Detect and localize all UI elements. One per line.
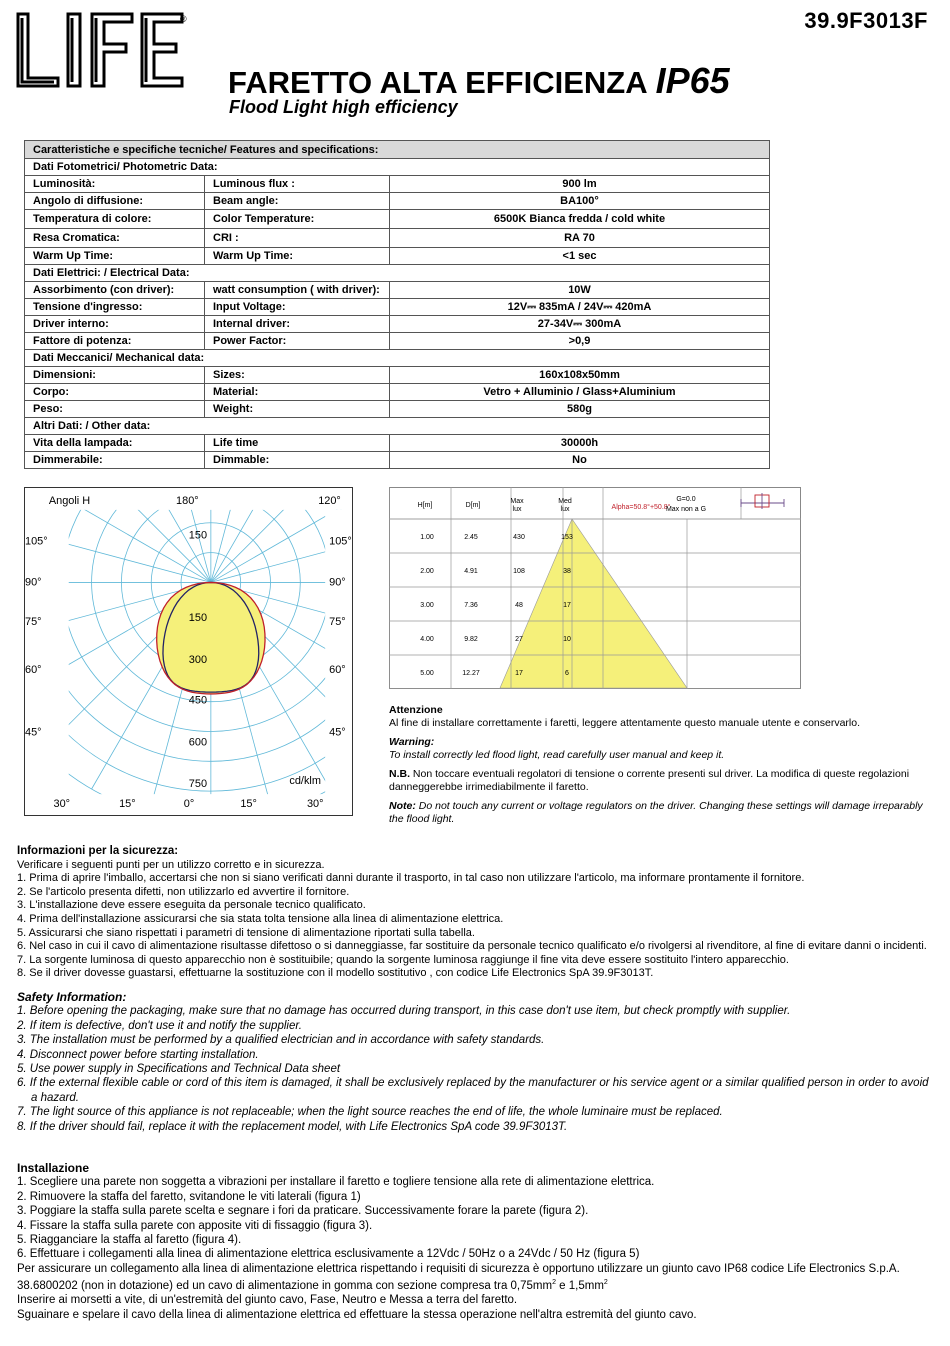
illum-cell: 12.27 xyxy=(462,670,480,677)
spec-value: 12V⎓ 835mA / 24V⎓ 420mA xyxy=(390,299,770,316)
spec-section-other-label: Altri Dati: / Other data: xyxy=(25,418,770,435)
illum-cell: 108 xyxy=(513,568,525,575)
polar-angle-right: 60° xyxy=(329,663,346,676)
polar-ring-label: 300 xyxy=(188,653,208,666)
install-item: 2. Rimuovere la staffa del faretto, svitandone le viti laterali (figura 1) xyxy=(17,1190,361,1203)
spec-row xyxy=(25,384,770,401)
spec-section-electrical xyxy=(25,265,770,282)
spec-label-en: Beam angle: xyxy=(205,193,390,210)
spec-value: 900 lm xyxy=(390,176,770,193)
polar-unit: cd/klm xyxy=(289,775,321,788)
spec-row xyxy=(25,367,770,384)
life-logo xyxy=(14,10,194,90)
illum-cell: 4.91 xyxy=(464,568,478,575)
install-title: Installazione xyxy=(17,1161,90,1175)
nb-label: N.B. xyxy=(389,768,410,780)
warning-title: Warning: xyxy=(389,736,435,748)
alpha-label: Alpha=50.8°+50.8° xyxy=(611,504,671,511)
spec-label-it: Dimensioni: xyxy=(25,367,205,384)
install-para3: Sguainare e spelare il cavo della linea di alimentazione elettrica ed effettuare la stessa operazione nell'altra estremità del giunto cavo. xyxy=(17,1308,697,1321)
safety-it-item: 7. La sorgente luminosa di questo apparecchio non è sostituibile; quando la sorgente luminosa raggiunge il fine vita deve essere sostituito l'intero apparecchio. xyxy=(17,953,789,966)
install-sup2: 2 xyxy=(603,1279,608,1287)
polar-ring-label: 750 xyxy=(188,778,208,791)
illum-cell: 27 xyxy=(515,636,523,643)
safety-it-item: 8. Se il driver dovesse guastarsi, effettuarne la sostituzione con il modello sostitutivo , con codice Life Electronics SpA 39.9F3013T. xyxy=(17,967,654,980)
illum-cell: 6 xyxy=(565,670,569,677)
spec-row xyxy=(25,248,770,265)
safety-en-item: 7. The light source of this appliance is not replaceable; when the light source reaches the end of life, the whole luminaire must be replaced. xyxy=(17,1106,723,1119)
install-item: 1. Scegliere una parete non soggetta a vibrazioni per installare il faretto e togliere tensione alla rete di alimentazione elettrica. xyxy=(17,1176,655,1189)
install-section xyxy=(17,1161,937,1322)
install-para2: Inserire ai morsetti a vite, di un'estremità del giunto cavo, Fase, Neutro e Messa a terra del faretto. xyxy=(17,1294,518,1307)
warnings-block xyxy=(389,704,929,832)
spec-label-en: Input Voltage: xyxy=(205,299,390,316)
spec-label-en: Sizes: xyxy=(205,367,390,384)
warning-text: To install correctly led flood light, read carefully user manual and keep it. xyxy=(389,749,725,761)
spec-section-mechanical-label: Dati Meccanici/ Mechanical data: xyxy=(25,350,770,367)
spec-row xyxy=(25,193,770,210)
product-code: 39.9F3013F xyxy=(804,8,928,33)
polar-header-mid: 180° xyxy=(176,494,199,507)
spec-label-it: Assorbimento (con driver): xyxy=(25,282,205,299)
polar-angle-right: 105° xyxy=(329,535,352,548)
spec-label-it: Warm Up Time: xyxy=(25,248,205,265)
safety-it-item: 1. Prima di aprire l'imballo, accertarsi che non si siano verificati danni durante il trasporto, in tal caso non utilizzare l'articolo, ma informare prontamente il fornitore. xyxy=(17,872,805,885)
distribution-fill xyxy=(157,582,265,694)
illum-cell: 17 xyxy=(563,602,571,609)
safety-it-item: 3. L'installazione deve essere eseguita da personale tecnico qualificato. xyxy=(17,899,366,912)
spec-label-it: Temperatura di colore: xyxy=(25,210,205,229)
illum-cell: 3.00 xyxy=(420,602,434,609)
polar-header-left: Angoli H xyxy=(48,494,91,507)
polar-ring-label: 450 xyxy=(188,694,208,707)
spec-label-en: Warm Up Time: xyxy=(205,248,390,265)
safety-section-it xyxy=(17,845,937,981)
spec-label-en: Material: xyxy=(205,384,390,401)
safety-en-item: 5. Use power supply in Specifications and Technical Data sheet xyxy=(17,1063,341,1076)
safety-it-title: Informazioni per la sicurezza: xyxy=(17,845,179,857)
illuminance-diagram xyxy=(389,487,801,689)
spec-label-en: Dimmable: xyxy=(205,452,390,469)
spec-label-it: Tensione d'ingresso: xyxy=(25,299,205,316)
polar-bottom-label: 15° xyxy=(240,798,257,811)
page-title xyxy=(228,60,730,102)
spec-label-it: Angolo di diffusione: xyxy=(25,193,205,210)
spec-value: 30000h xyxy=(390,435,770,452)
spec-label-it: Corpo: xyxy=(25,384,205,401)
spec-value: Vetro + Alluminio / Glass+Aluminium xyxy=(390,384,770,401)
spec-section-electrical-label: Dati Elettrici: / Electrical Data: xyxy=(25,265,770,282)
spec-row xyxy=(25,401,770,418)
attention-title: Attenzione xyxy=(389,704,443,716)
polar-ring-label: 150 xyxy=(188,612,208,625)
attention-text: Al fine di installare correttamente i faretti, leggere attentamente questo manuale utente e conservarlo. xyxy=(389,717,861,729)
illum-cell: 153 xyxy=(561,534,573,541)
spec-label-it: Vita della lampada: xyxy=(25,435,205,452)
spec-row xyxy=(25,435,770,452)
title-main: FARETTO ALTA EFFICIENZA xyxy=(228,65,648,100)
install-item: 4. Fissare la staffa sulla parete con apposite viti di fissaggio (figura 3). xyxy=(17,1219,373,1232)
polar-angle-left: 75° xyxy=(25,616,42,629)
spec-heading-label: Caratteristiche e specifiche tecniche/ Features and specifications: xyxy=(25,141,770,159)
install-para1-a: Per assicurare un collegamento alla linea di alimentazione elettrica rispettando i requisiti di sicurezza è opportuno utilizzare un giunto cavo IP68 codice Life Electronics S.p.A. xyxy=(17,1262,900,1275)
illum-cell: 17 xyxy=(515,670,523,677)
illum-cell: 7.36 xyxy=(464,602,478,609)
safety-en-item: 3. The installation must be performed by a qualified electrician and in accordance with safety standards. xyxy=(17,1034,545,1047)
polar-bottom-label: 15° xyxy=(119,798,136,811)
illum-cell: 1.00 xyxy=(420,534,434,541)
note-label: Note: xyxy=(389,800,416,812)
polar-angle-left: 45° xyxy=(25,726,42,739)
spec-row xyxy=(25,299,770,316)
install-item: 3. Poggiare la staffa sulla parete scelta e segnare i fori da praticare. Successivamente forare la parete (figura 2). xyxy=(17,1205,589,1218)
spec-row xyxy=(25,229,770,248)
illum-cell: 5.00 xyxy=(420,670,434,677)
spec-value: No xyxy=(390,452,770,469)
polar-angle-left: 90° xyxy=(25,576,42,589)
spec-table xyxy=(24,140,770,469)
spec-label-it: Fattore di potenza: xyxy=(25,333,205,350)
spec-row xyxy=(25,316,770,333)
spec-value: 580g xyxy=(390,401,770,418)
spec-row xyxy=(25,176,770,193)
spec-value: 10W xyxy=(390,282,770,299)
spec-label-it: Luminosità: xyxy=(25,176,205,193)
polar-angle-right: 75° xyxy=(329,616,346,629)
g-label: G=0.0 xyxy=(676,496,696,503)
illum-cell: 430 xyxy=(513,534,525,541)
safety-en-item: 1. Before opening the packaging, make sure that no damage has occurred during transport, in this case don't use item, but check promptly with supplier. xyxy=(17,1005,791,1018)
spec-row xyxy=(25,452,770,469)
polar-angle-left: 60° xyxy=(25,663,42,676)
spec-section-photometric xyxy=(25,159,770,176)
install-para1-c-text: e 1,5mm xyxy=(555,1280,604,1293)
spec-heading xyxy=(25,141,770,159)
spec-value: RA 70 xyxy=(390,229,770,248)
spec-label-en: Internal driver: xyxy=(205,316,390,333)
polar-angle-left: 105° xyxy=(25,535,48,548)
spec-value: 27-34V⎓ 300mA xyxy=(390,316,770,333)
spec-value: <1 sec xyxy=(390,248,770,265)
safety-en-item: 4. Disconnect power before starting installation. xyxy=(17,1048,259,1061)
spec-value: 6500K Bianca fredda / cold white xyxy=(390,210,770,229)
safety-en-item: 6. If the external flexible cable or cord of this item is damaged, it shall be exclusively replaced by the manufacturer or his service agent or a similar qualified person in order to avoid a hazard. xyxy=(17,1077,929,1104)
safety-en-item: 2. If item is defective, don't use it and notify the supplier. xyxy=(17,1019,302,1032)
col-header-h: H[m] xyxy=(417,502,433,509)
spec-label-en: Luminous flux : xyxy=(205,176,390,193)
spec-section-photometric-label: Dati Fotometrici/ Photometric Data: xyxy=(25,159,770,176)
install-para1-b xyxy=(17,1276,937,1293)
spec-value: >0,9 xyxy=(390,333,770,350)
spec-section-other xyxy=(25,418,770,435)
col-header-max: Max lux xyxy=(510,498,524,513)
polar-header-right: 120° xyxy=(318,494,341,507)
safety-it-item: 4. Prima dell'installazione assicurarsi che sia stata tolta tensione alla linea di alimentazione elettrica. xyxy=(17,912,504,925)
polar-ring-label: 600 xyxy=(188,736,208,749)
illum-cell: 2.45 xyxy=(464,534,478,541)
note-text: Do not touch any current or voltage regulators on the driver. Changing these settings will damage irreparably the flood light. xyxy=(389,800,923,825)
safety-en-item: 8. If the driver should fail, replace it with the replacement model, with Life Electronics SpA code 39.9F3013T. xyxy=(17,1120,568,1133)
polar-bottom-label: 0° xyxy=(183,798,195,811)
spec-row xyxy=(25,333,770,350)
spec-value: 160x108x50mm xyxy=(390,367,770,384)
install-para1-b-text: 38.6800202 (non in dotazione) ed un cavo di alimentazione in gomma con sezione compresa tra 0,75mm xyxy=(17,1280,553,1293)
spec-label-en: Weight: xyxy=(205,401,390,418)
spec-label-it: Resa Cromatica: xyxy=(25,229,205,248)
nb-text: Non toccare eventuali regolatori di tensione o corrente presenti sul driver. La modifica di queste regolazioni danneggerebbe irrimediabilmente il faretto. xyxy=(389,768,910,793)
polar-bottom-label: 30° xyxy=(53,798,71,811)
spec-label-it: Dimmerabile: xyxy=(25,452,205,469)
spec-section-mechanical xyxy=(25,350,770,367)
install-item: 6. Effettuare i collegamenti alla linea di alimentazione elettrica esclusivamente a 12Vdc / 50Hz o a 24Vdc / 50 Hz (figura 5) xyxy=(17,1248,640,1261)
illum-cell: 38 xyxy=(563,568,571,575)
illum-cell: 4.00 xyxy=(420,636,434,643)
install-sup1: 2 xyxy=(552,1279,556,1287)
safety-it-intro: Verificare i seguenti punti per un utilizzo corretto e in sicurezza. xyxy=(17,858,325,871)
polar-bottom-label: 30° xyxy=(306,798,324,811)
spec-value: BA100° xyxy=(390,193,770,210)
spec-label-en: Life time xyxy=(205,435,390,452)
polar-ring-label-top: 150 xyxy=(188,529,208,542)
safety-it-item: 2. Se l'articolo presenta difetti, non utilizzarlo ed avvertire il fornitore. xyxy=(17,885,350,898)
svg-text:®: ® xyxy=(180,14,187,24)
safety-it-item: 6. Nel caso in cui il cavo di alimentazione risultasse difettoso o si danneggiasse, far sostituire da personale tecnico qualificato e/o rivolgersi al rivenditore, al fine di evitare danni o incidenti. xyxy=(17,940,927,953)
spec-label-en: Color Temperature: xyxy=(205,210,390,229)
polar-angle-right: 90° xyxy=(329,576,346,589)
col-header-med: Med lux xyxy=(558,498,572,513)
polar-angle-right: 45° xyxy=(329,726,346,739)
spec-label-en: watt consumption ( with driver): xyxy=(205,282,390,299)
spec-label-it: Peso: xyxy=(25,401,205,418)
spec-label-en: Power Factor: xyxy=(205,333,390,350)
title-ip: IP65 xyxy=(655,60,730,101)
illum-cell: 10 xyxy=(563,636,571,643)
install-item: 5. Riagganciare la staffa al faretto (figura 4). xyxy=(17,1234,242,1247)
spec-label-it: Driver interno: xyxy=(25,316,205,333)
polar-diagram xyxy=(24,487,353,816)
spec-row xyxy=(25,282,770,299)
illum-cell: 9.82 xyxy=(464,636,478,643)
safety-en-title: Safety Information: xyxy=(17,990,127,1004)
spec-row xyxy=(25,210,770,229)
illum-cell: 48 xyxy=(515,602,523,609)
safety-it-item: 5. Assicurarsi che siano rispettati i parametri di tensione di alimentazione riportati sulla tabella. xyxy=(17,926,475,939)
page-subtitle: Flood Light high efficiency xyxy=(229,97,458,117)
max-label: Max non a G xyxy=(665,506,707,513)
safety-section-en xyxy=(17,990,937,1134)
spec-label-en: CRI : xyxy=(205,229,390,248)
polar-distribution xyxy=(157,582,265,694)
col-header-d: D[m] xyxy=(465,502,481,509)
illum-cell: 2.00 xyxy=(420,568,434,575)
